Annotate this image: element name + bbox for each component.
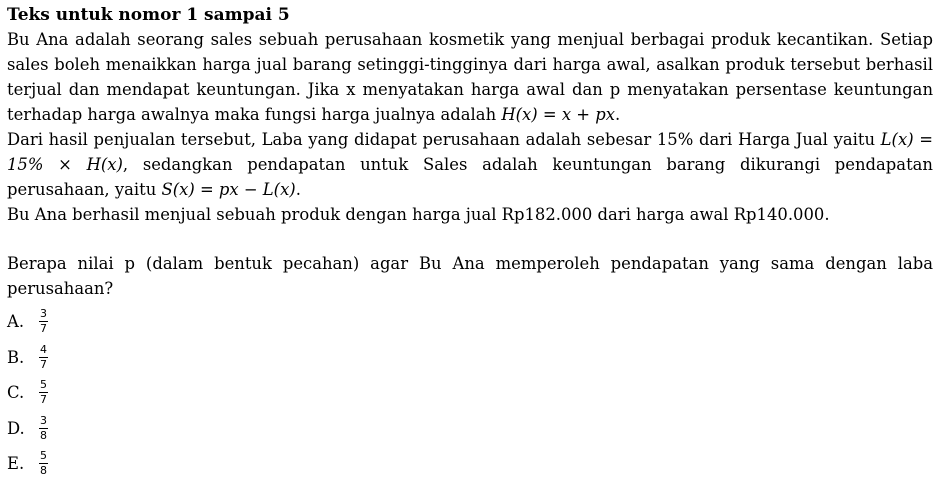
paragraph-sale-fact: Bu Ana berhasil menjual sebuah produk dengan harga jual Rp182.000 dari harga awal Rp140.000. bbox=[7, 205, 830, 224]
formula-selling-price: H(x) = x + px bbox=[501, 105, 615, 124]
answer-option-d[interactable] bbox=[7, 411, 933, 447]
paragraph-text: . bbox=[614, 105, 621, 124]
section-title: Teks untuk nomor 1 sampai 5 bbox=[7, 5, 290, 25]
option-letter: C. bbox=[7, 383, 25, 403]
paragraph-text: , sedangkan pendapatan untuk Sales adalah keuntungan barang dikurangi pendapatan perusahaan, yaitu bbox=[7, 155, 933, 199]
fraction-denominator: 8 bbox=[40, 428, 47, 442]
fraction-numerator: 4 bbox=[40, 342, 47, 356]
fraction-numerator: 5 bbox=[40, 449, 47, 463]
fraction-numerator: 3 bbox=[40, 307, 47, 321]
paragraph-sales-description bbox=[7, 27, 933, 127]
fraction-denominator: 7 bbox=[40, 357, 47, 371]
fraction-denominator: 7 bbox=[40, 322, 47, 336]
question-text: Berapa nilai p (dalam bentuk pecahan) agar Bu Ana memperoleh pendapatan yang sama dengan laba perusahaan? bbox=[7, 254, 933, 298]
option-letter: B. bbox=[7, 347, 25, 367]
document bbox=[7, 3, 933, 482]
option-fraction bbox=[39, 379, 48, 406]
option-letter: E. bbox=[7, 454, 25, 474]
answer-option-c[interactable] bbox=[7, 375, 933, 411]
answer-options bbox=[7, 304, 933, 482]
fraction-denominator: 7 bbox=[40, 393, 47, 407]
option-fraction bbox=[39, 308, 48, 335]
option-fraction bbox=[39, 415, 48, 442]
fraction-numerator: 5 bbox=[40, 378, 47, 392]
answer-option-e[interactable] bbox=[7, 446, 933, 482]
option-letter: A. bbox=[7, 312, 25, 332]
paragraph-text: Bu Ana adalah seorang sales sebuah perusahaan kosmetik yang menjual berbagai produk kecantikan. Setiap sales boleh menaikkan harga jual barang setinggi-tingginya dari harga awal, asalkan produk tersebut berhasil terjual dan mendapat keuntungan. Jika x menyatakan harga awal dan p menyatakan persentase keuntungan terhadap harga awalnya maka fungsi harga jualnya adalah bbox=[7, 30, 933, 124]
answer-option-b[interactable] bbox=[7, 340, 933, 376]
paragraph-text: Dari hasil penjualan tersebut, Laba yang didapat perusahaan adalah sebesar 15% dari Harga Jual yaitu bbox=[7, 130, 881, 149]
option-fraction bbox=[39, 344, 48, 371]
answer-option-a[interactable] bbox=[7, 304, 933, 340]
paragraph-profit-description bbox=[7, 127, 933, 202]
option-letter: D. bbox=[7, 418, 25, 438]
formula-sales-income: S(x) = px − L(x) bbox=[161, 180, 296, 199]
formula-company-profit: L(x) = 15% × H(x) bbox=[7, 130, 933, 174]
fraction-denominator: 8 bbox=[40, 464, 47, 478]
paragraph-text: . bbox=[295, 180, 301, 199]
fraction-numerator: 3 bbox=[40, 413, 47, 427]
option-fraction bbox=[39, 450, 48, 477]
